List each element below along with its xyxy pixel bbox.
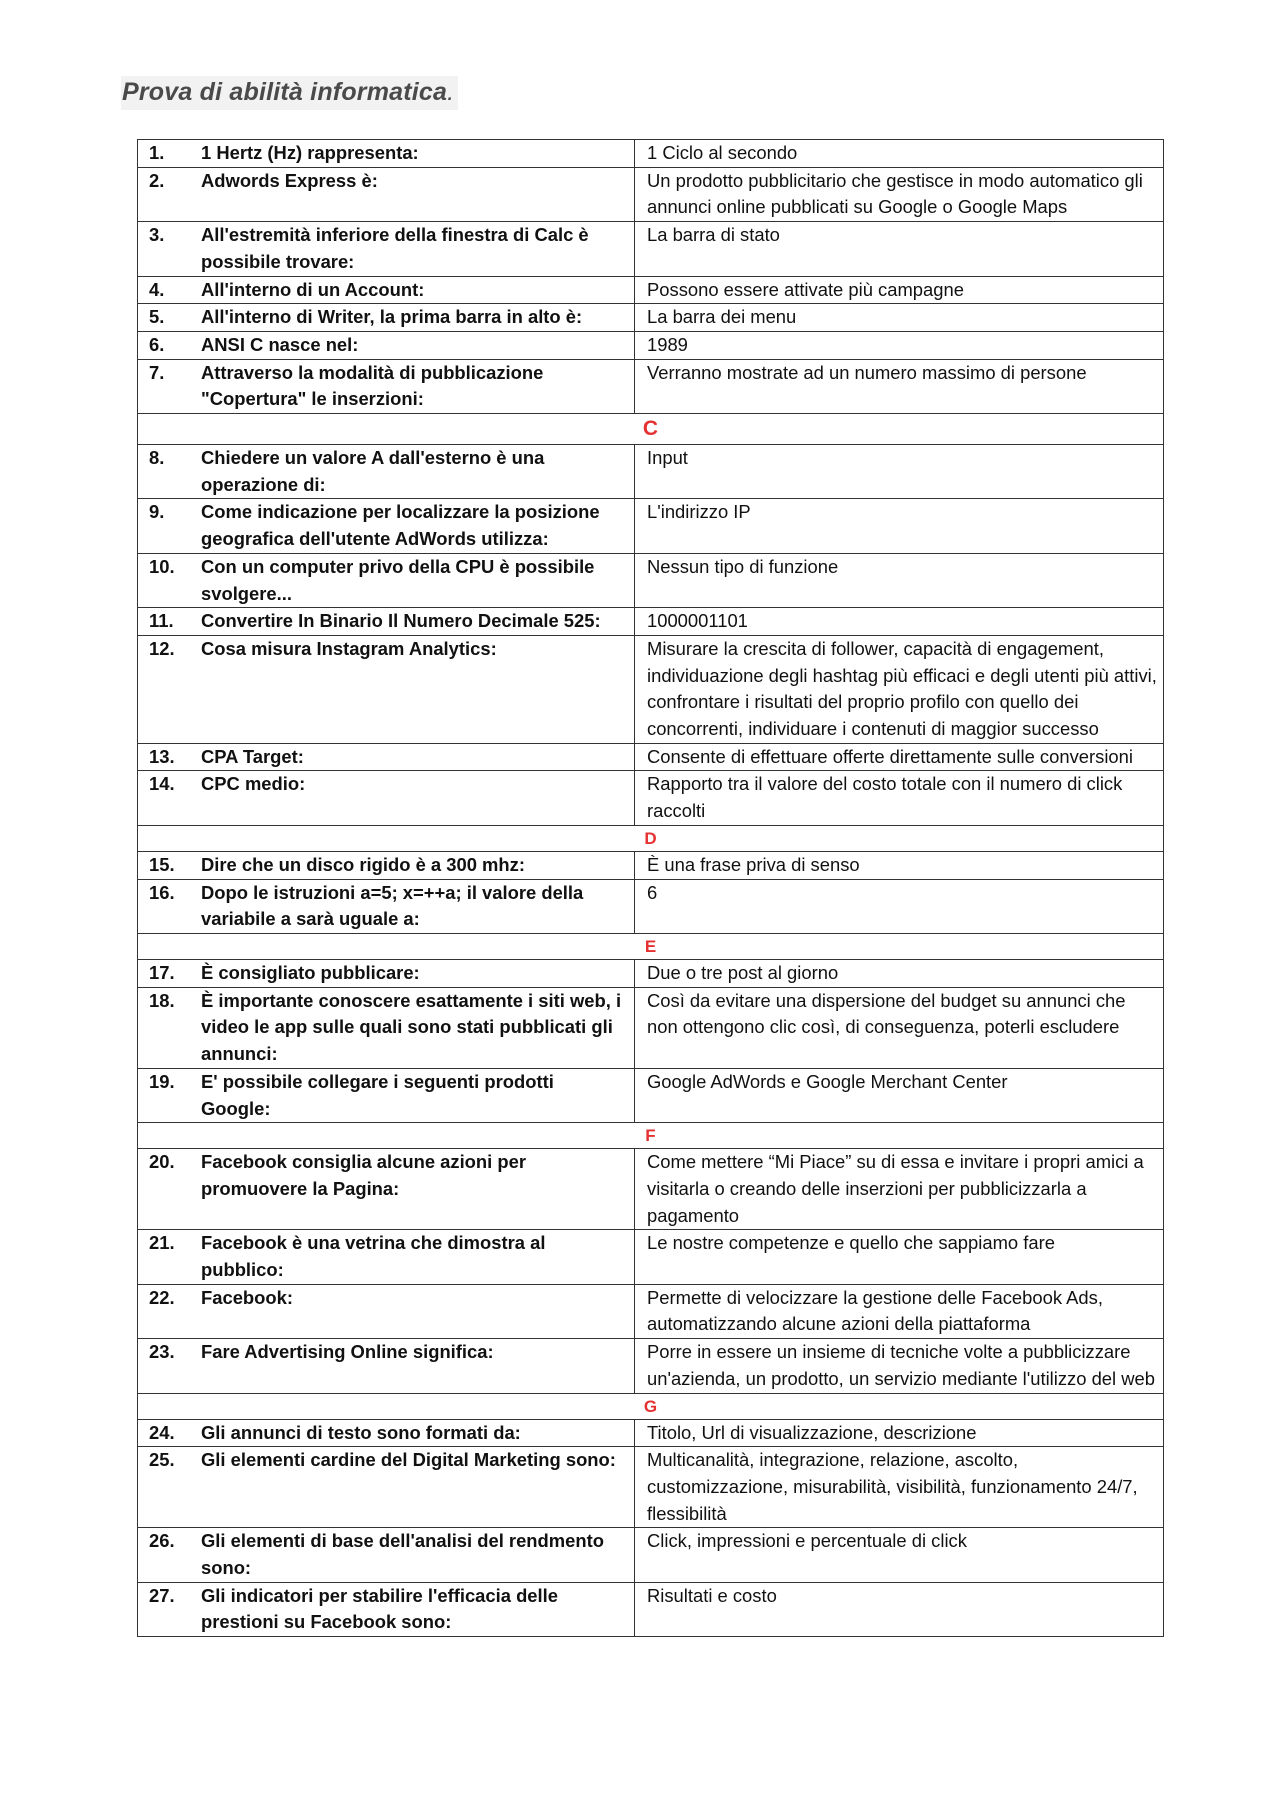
answer-text: Risultati e costo — [635, 1582, 1164, 1636]
answer-text: Porre in essere un insieme di tecniche volte a pubblicizzare un'azienda, un prodotto, un servizio mediante l'utilizzo del web — [635, 1339, 1164, 1393]
question-text: All'interno di un Account: — [201, 276, 635, 304]
question-row — [138, 331, 1164, 359]
question-text: E' possibile collegare i seguenti prodotti Google: — [201, 1068, 635, 1122]
question-row — [138, 1284, 1164, 1338]
question-row — [138, 1447, 1164, 1528]
answer-text: Possono essere attivate più campagne — [635, 276, 1164, 304]
question-text: ANSI C nasce nel: — [201, 331, 635, 359]
question-text: Convertire In Binario Il Numero Decimale 525: — [201, 608, 635, 636]
question-text: Con un computer privo della CPU è possibile svolgere... — [201, 553, 635, 607]
question-number: 3. — [138, 222, 202, 276]
answer-text: Verranno mostrate ad un numero massimo di persone — [635, 359, 1164, 413]
question-number: 26. — [138, 1528, 202, 1582]
question-number: 14. — [138, 771, 202, 825]
question-row — [138, 743, 1164, 771]
question-text: Dire che un disco rigido è a 300 mhz: — [201, 851, 635, 879]
question-number: 7. — [138, 359, 202, 413]
title-suffix: . — [447, 78, 455, 106]
section-header-row — [138, 414, 1164, 445]
question-row — [138, 1339, 1164, 1393]
question-text: Gli elementi cardine del Digital Marketing sono: — [201, 1447, 635, 1528]
question-number: 23. — [138, 1339, 202, 1393]
section-label: F — [138, 1123, 1164, 1149]
question-row — [138, 553, 1164, 607]
question-row — [138, 1419, 1164, 1447]
title-text: Prova di abilità informatica — [122, 78, 448, 106]
section-label: D — [138, 825, 1164, 851]
question-row — [138, 304, 1164, 332]
question-row — [138, 499, 1164, 553]
question-number: 20. — [138, 1149, 202, 1230]
answer-text: Misurare la crescita di follower, capacità di engagement, individuazione degli hashtag più efficaci e degli utenti più attivi, confrontare i risultati del proprio profilo con quello dei concorrenti, individuare i contenuti di maggior successo — [635, 635, 1164, 743]
question-number: 13. — [138, 743, 202, 771]
question-text: Adwords Express è: — [201, 167, 635, 221]
document-title — [121, 76, 458, 110]
answer-text: Rapporto tra il valore del costo totale con il numero di click raccolti — [635, 771, 1164, 825]
question-number: 24. — [138, 1419, 202, 1447]
section-header-row — [138, 1393, 1164, 1419]
question-number: 22. — [138, 1284, 202, 1338]
answer-text: Multicanalità, integrazione, relazione, ascolto, customizzazione, misurabilità, visibilità, funzionamento 24/7, flessibilità — [635, 1447, 1164, 1528]
answer-text: 1989 — [635, 331, 1164, 359]
answer-text: Consente di effettuare offerte direttamente sulle conversioni — [635, 743, 1164, 771]
question-row — [138, 222, 1164, 276]
answer-text: Google AdWords e Google Merchant Center — [635, 1068, 1164, 1122]
question-text: Dopo le istruzioni a=5; x=++a; il valore della variabile a sarà uguale a: — [201, 879, 635, 933]
question-text: Come indicazione per localizzare la posizione geografica dell'utente AdWords utilizza: — [201, 499, 635, 553]
section-header-row — [138, 933, 1164, 959]
question-row — [138, 167, 1164, 221]
section-header-row — [138, 825, 1164, 851]
question-number: 11. — [138, 608, 202, 636]
answer-text: Come mettere “Mi Piace” su di essa e invitare i propri amici a visitarla o creando delle inserzioni per pubblicizzarla a pagamento — [635, 1149, 1164, 1230]
question-number: 21. — [138, 1230, 202, 1284]
question-row — [138, 140, 1164, 168]
question-text: Gli indicatori per stabilire l'efficacia delle prestioni su Facebook sono: — [201, 1582, 635, 1636]
question-text: All'interno di Writer, la prima barra in alto è: — [201, 304, 635, 332]
answer-text: È una frase priva di senso — [635, 851, 1164, 879]
question-number: 16. — [138, 879, 202, 933]
question-text: Attraverso la modalità di pubblicazione "Copertura" le inserzioni: — [201, 359, 635, 413]
question-number: 15. — [138, 851, 202, 879]
question-number: 6. — [138, 331, 202, 359]
section-label: C — [138, 414, 1164, 445]
answer-text: Due o tre post al giorno — [635, 959, 1164, 987]
answer-text: Input — [635, 445, 1164, 499]
answer-text: Nessun tipo di funzione — [635, 553, 1164, 607]
qa-table-body — [138, 140, 1164, 1637]
question-text: Fare Advertising Online significa: — [201, 1339, 635, 1393]
answer-text: Le nostre competenze e quello che sappiamo fare — [635, 1230, 1164, 1284]
answer-text: L'indirizzo IP — [635, 499, 1164, 553]
question-text: Gli annunci di testo sono formati da: — [201, 1419, 635, 1447]
answer-text: La barra dei menu — [635, 304, 1164, 332]
question-text: È importante conoscere esattamente i siti web, i video le app sulle quali sono stati pubblicati gli annunci: — [201, 987, 635, 1068]
question-number: 27. — [138, 1582, 202, 1636]
question-text: Gli elementi di base dell'analisi del rendmento sono: — [201, 1528, 635, 1582]
answer-text: 1000001101 — [635, 608, 1164, 636]
question-row — [138, 959, 1164, 987]
question-number: 10. — [138, 553, 202, 607]
question-row — [138, 879, 1164, 933]
question-row — [138, 1068, 1164, 1122]
question-text: Chiedere un valore A dall'esterno è una operazione di: — [201, 445, 635, 499]
question-row — [138, 1230, 1164, 1284]
question-number: 19. — [138, 1068, 202, 1122]
question-number: 2. — [138, 167, 202, 221]
answer-text: La barra di stato — [635, 222, 1164, 276]
question-number: 1. — [138, 140, 202, 168]
question-row — [138, 1149, 1164, 1230]
answer-text: Click, impressioni e percentuale di click — [635, 1528, 1164, 1582]
question-text: Facebook consiglia alcune azioni per promuovere la Pagina: — [201, 1149, 635, 1230]
question-row — [138, 359, 1164, 413]
answer-text: 1 Ciclo al secondo — [635, 140, 1164, 168]
question-row — [138, 987, 1164, 1068]
answer-text: Titolo, Url di visualizzazione, descrizione — [635, 1419, 1164, 1447]
question-text: Cosa misura Instagram Analytics: — [201, 635, 635, 743]
answer-text: Così da evitare una dispersione del budget su annunci che non ottengono clic così, di conseguenza, poterli escludere — [635, 987, 1164, 1068]
question-number: 8. — [138, 445, 202, 499]
question-number: 4. — [138, 276, 202, 304]
question-row — [138, 851, 1164, 879]
question-row — [138, 1582, 1164, 1636]
question-row — [138, 1528, 1164, 1582]
question-text: CPA Target: — [201, 743, 635, 771]
qa-table — [137, 139, 1164, 1637]
question-number: 12. — [138, 635, 202, 743]
question-text: È consigliato pubblicare: — [201, 959, 635, 987]
question-row — [138, 276, 1164, 304]
section-label: E — [138, 933, 1164, 959]
question-text: All'estremità inferiore della finestra di Calc è possibile trovare: — [201, 222, 635, 276]
question-text: 1 Hertz (Hz) rappresenta: — [201, 140, 635, 168]
question-row — [138, 771, 1164, 825]
question-number: 9. — [138, 499, 202, 553]
question-number: 17. — [138, 959, 202, 987]
answer-text: Permette di velocizzare la gestione delle Facebook Ads, automatizzando alcune azioni della piattaforma — [635, 1284, 1164, 1338]
answer-text: Un prodotto pubblicitario che gestisce in modo automatico gli annunci online pubblicati su Google o Google Maps — [635, 167, 1164, 221]
section-label: G — [138, 1393, 1164, 1419]
question-number: 25. — [138, 1447, 202, 1528]
question-text: CPC medio: — [201, 771, 635, 825]
question-row — [138, 445, 1164, 499]
answer-text: 6 — [635, 879, 1164, 933]
question-number: 5. — [138, 304, 202, 332]
question-text: Facebook è una vetrina che dimostra al pubblico: — [201, 1230, 635, 1284]
question-row — [138, 635, 1164, 743]
question-text: Facebook: — [201, 1284, 635, 1338]
section-header-row — [138, 1123, 1164, 1149]
question-row — [138, 608, 1164, 636]
question-number: 18. — [138, 987, 202, 1068]
